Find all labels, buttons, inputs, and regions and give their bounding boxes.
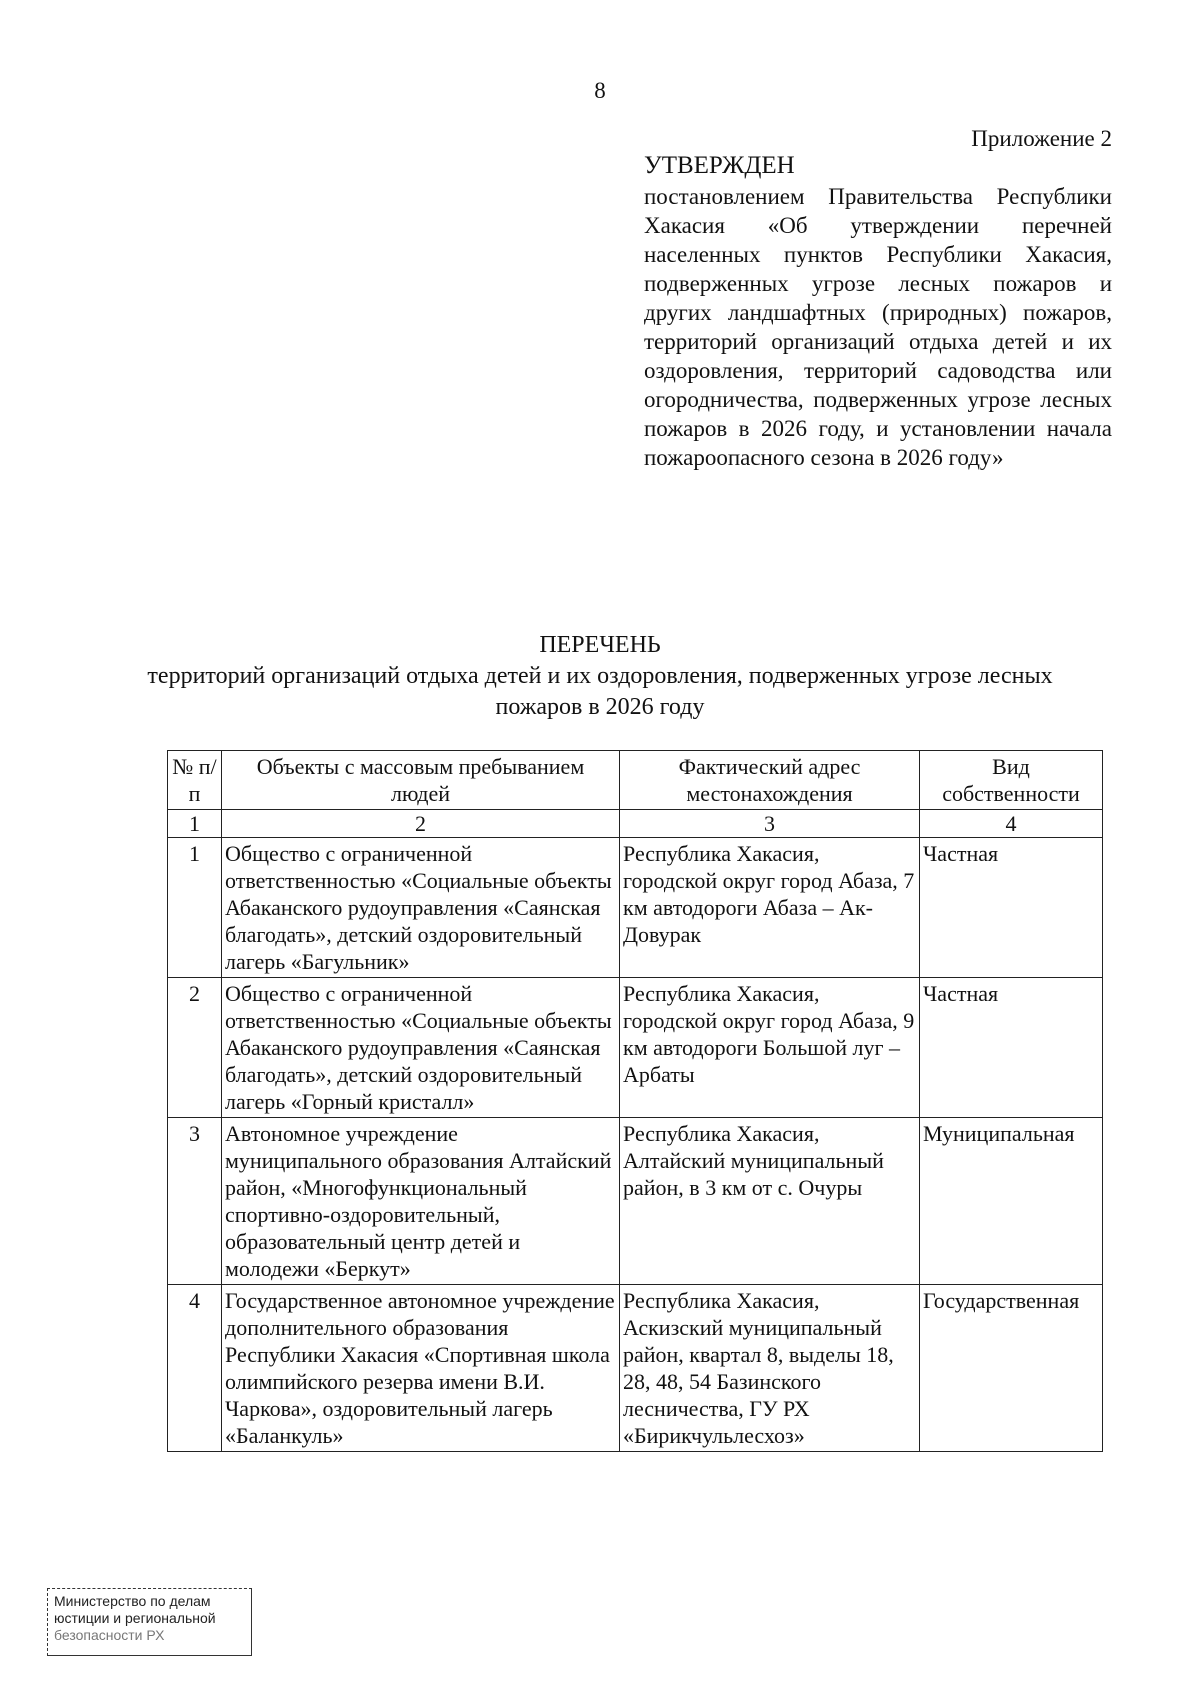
row-object: Государственное автономное учреждение дополнительного образования Республики Хакасия «Спортивная школа олимпийского резерва имени В.И. Чаркова», оздоровительный лагерь «Баланкуль» [222, 1285, 620, 1452]
row-ownership: Государственная [920, 1285, 1103, 1452]
row-address: Республика Хакасия, городской округ город Абаза, 7 км автодороги Абаза – Ак-Довурак [620, 838, 920, 978]
row-ownership: Муниципальная [920, 1118, 1103, 1285]
list-subtitle: территорий организаций отдыха детей и их оздоровления, подверженных угрозе лесных пожаров в 2026 году [147, 663, 1053, 720]
row-ownership: Частная [920, 978, 1103, 1118]
stamp-line: юстиции и региональной [54, 1610, 216, 1626]
row-address: Республика Хакасия, городской округ город Абаза, 9 км автодороги Большой луг – Арбаты [620, 978, 920, 1118]
header-address: Фактический адрес местонахождения [620, 751, 920, 810]
column-number-row [168, 810, 1103, 838]
page-number: 8 [594, 78, 606, 103]
header-ownership: Вид собственности [920, 751, 1103, 810]
row-number: 4 [168, 1285, 222, 1452]
column-number: 2 [222, 810, 620, 838]
stamp-line: безопасности РХ [54, 1627, 165, 1643]
row-address: Республика Хакасия, Алтайский муниципальный район, в 3 км от с. Очуры [620, 1118, 920, 1285]
approval-title: УТВЕРЖДЕН [644, 152, 795, 179]
row-address: Республика Хакасия, Аскизский муниципальный район, квартал 8, выделы 18, 28, 48, 54 Базинского лесничества, ГУ РХ «Бирикчульлесхоз» [620, 1285, 920, 1452]
row-object: Общество с ограниченной ответственностью «Социальные объекты Абаканского рудоуправления «Саянская благодать», детский оздоровительный лагерь «Багульник» [222, 838, 620, 978]
stamp-line: Министерство по делам [54, 1593, 211, 1609]
table-row [168, 1285, 1103, 1452]
list-title: ПЕРЕЧЕНЬ [539, 632, 661, 658]
approval-text: постановлением Правительства Республики Хакасия «Об утверждении перечней населенных пунктов Республики Хакасия, подверженных угрозе лесных пожаров и других ландшафтных (природных) пожаров, территорий организаций отдыха детей и их оздоровления, территорий садоводства или огородничества, подверженных угрозе лесных пожаров в 2026 году, и установлении начала пожароопасного сезона в 2026 году» [644, 184, 1112, 470]
row-number: 2 [168, 978, 222, 1118]
table-row [168, 838, 1103, 978]
row-number: 1 [168, 838, 222, 978]
header-objects: Объекты с массовым пребыванием людей [222, 751, 620, 810]
row-ownership: Частная [920, 838, 1103, 978]
column-number: 1 [168, 810, 222, 838]
registry-table [167, 750, 1103, 1452]
list-heading [0, 630, 1200, 723]
annex-label: Приложение 2 [971, 126, 1112, 151]
ministry-stamp [47, 1588, 252, 1656]
row-number: 3 [168, 1118, 222, 1285]
table-row [168, 978, 1103, 1118]
row-object: Автономное учреждение муниципального образования Алтайский район, «Многофункциональный спортивно-оздоровительный, образовательный центр детей и молодежи «Беркут» [222, 1118, 620, 1285]
header-row [168, 751, 1103, 810]
header-no: № п/п [168, 751, 222, 810]
table-row [168, 1118, 1103, 1285]
column-number: 4 [920, 810, 1103, 838]
row-object: Общество с ограниченной ответственностью «Социальные объекты Абаканского рудоуправления «Саянская благодать», детский оздоровительный лагерь «Горный кристалл» [222, 978, 620, 1118]
column-number: 3 [620, 810, 920, 838]
approval-block [644, 151, 1112, 472]
